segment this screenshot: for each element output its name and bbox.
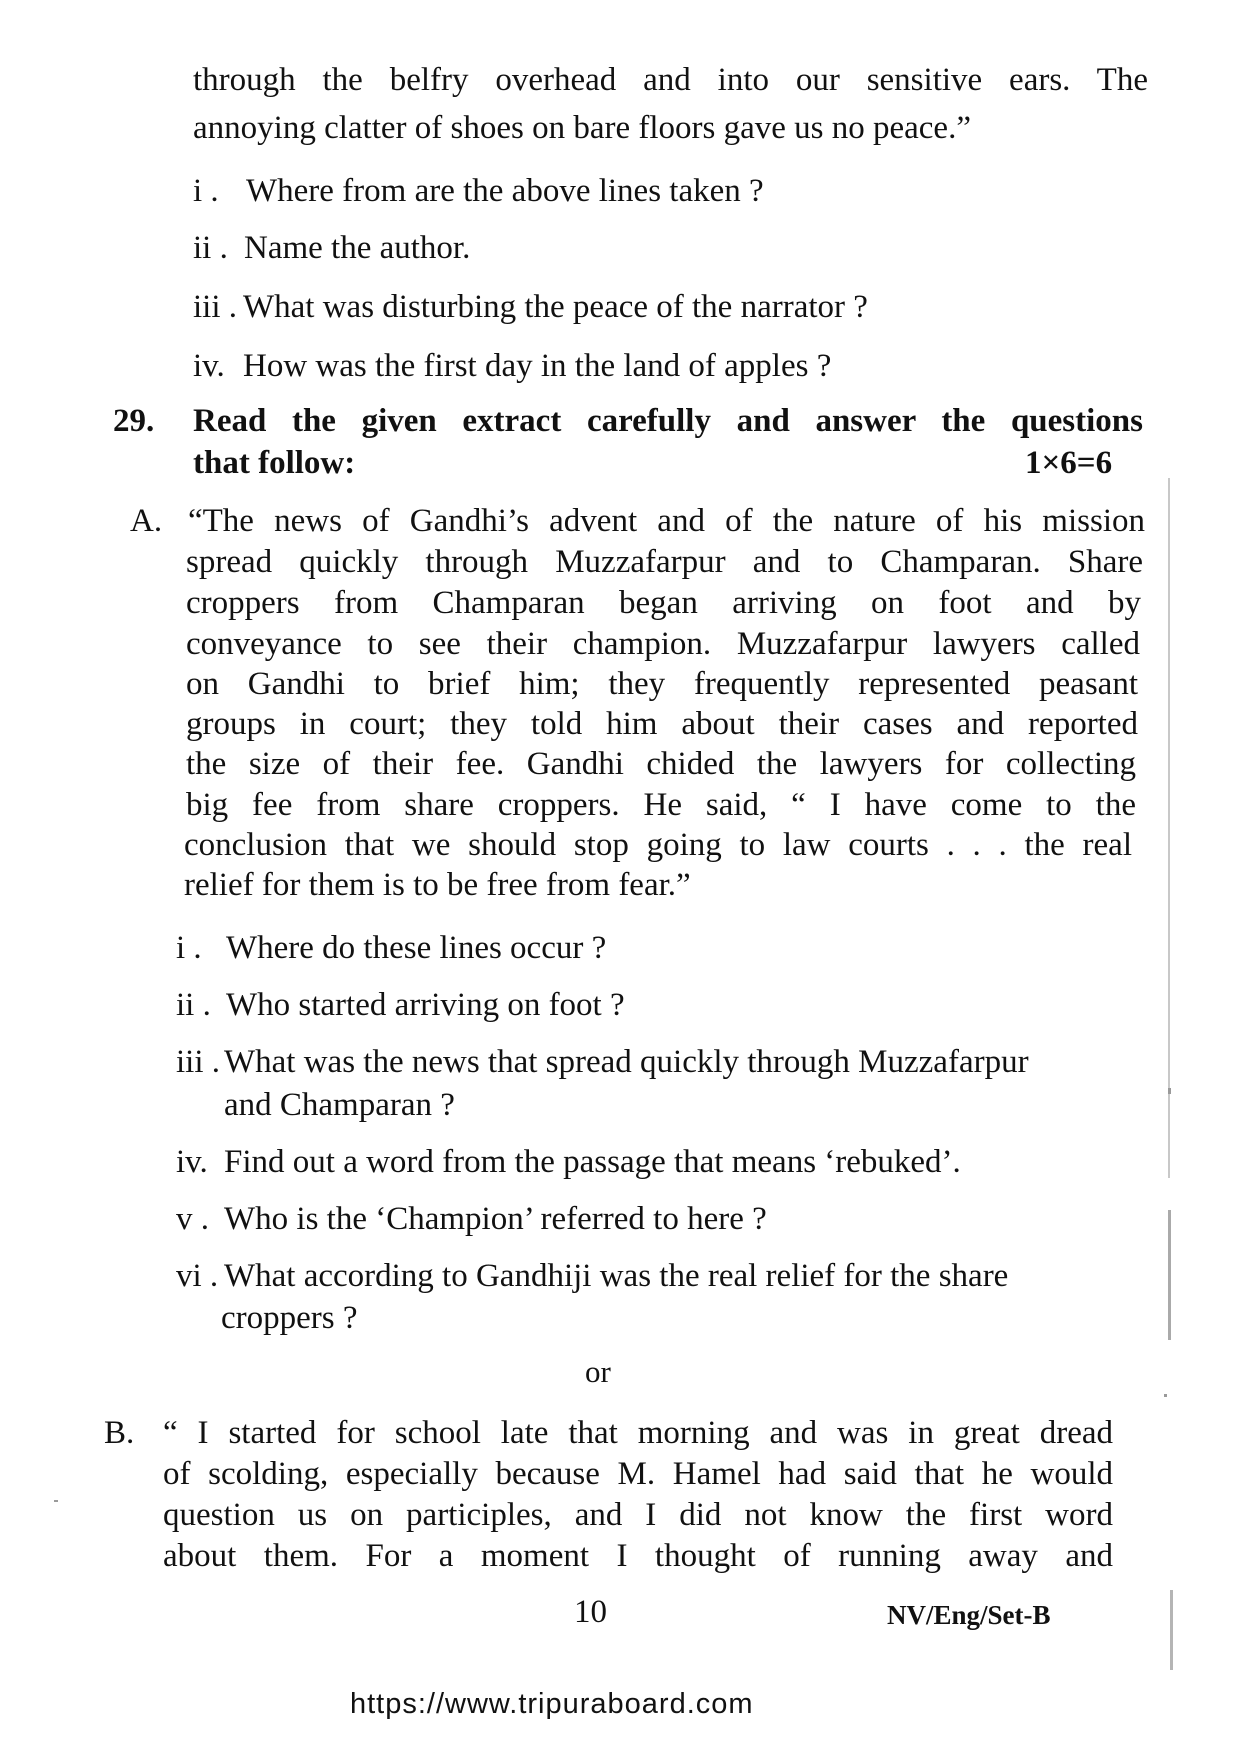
question-a-1-num: i . <box>176 930 202 966</box>
or-separator: or <box>585 1354 611 1389</box>
extract-a-line-2: spread quickly through Muzzafarpur and to Champaran. Share <box>186 544 1143 580</box>
top-extract-line-2: annoying clatter of shoes on bare floors gave us no peace.” <box>193 110 971 146</box>
extract-a-label: A. <box>130 503 163 539</box>
extract-a-line-8: big fee from share croppers. He said, “ I have come to the <box>186 787 1136 823</box>
question-instruction-line-2: that follow: <box>193 445 356 481</box>
question-a-4-text: Find out a word from the passage that means ‘rebuked’. <box>224 1144 961 1180</box>
website-url: https://www.tripuraboard.com <box>350 1688 754 1720</box>
set-code: NV/Eng/Set-B <box>887 1600 1051 1630</box>
top-question-4-num: iv. <box>193 348 225 384</box>
top-extract-line-1: through the belfry overhead and into our sensitive ears. The <box>193 62 1148 98</box>
extract-a-line-6: groups in court; they told him about their cases and reported <box>186 706 1138 742</box>
top-question-4-text: How was the first day in the land of apples ? <box>243 348 832 384</box>
extract-b-line-3: question us on participles, and I did not know the first word <box>163 1497 1113 1533</box>
question-a-6-num: vi . <box>176 1258 219 1294</box>
extract-a-line-5: on Gandhi to brief him; they frequently represented peasant <box>186 666 1138 702</box>
question-a-4-num: iv. <box>176 1144 208 1180</box>
top-question-2-text: Name the author. <box>244 230 471 266</box>
question-a-3-num: iii . <box>176 1044 221 1080</box>
extract-a-line-4: conveyance to see their champion. Muzzafarpur lawyers called <box>186 626 1140 662</box>
top-question-1-text: Where from are the above lines taken ? <box>246 173 764 209</box>
scan-edge-mark <box>1168 1210 1171 1340</box>
extract-a-line-9: conclusion that we should stop going to law courts . . . the real <box>184 827 1132 863</box>
question-a-6-text-line-1: What according to Gandhiji was the real relief for the share <box>224 1258 1009 1294</box>
scan-speck <box>1168 1088 1171 1094</box>
extract-a-line-10: relief for them is to be free from fear.” <box>184 867 691 903</box>
scan-speck <box>54 1500 58 1502</box>
question-a-2-num: ii . <box>176 987 211 1023</box>
question-number: 29. <box>113 403 155 439</box>
extract-b-line-2: of scolding, especially because M. Hamel had said that he would <box>163 1456 1113 1492</box>
extract-b-label: B. <box>104 1415 135 1451</box>
question-marks: 1×6=6 <box>1025 445 1113 481</box>
question-a-2-text: Who started arriving on foot ? <box>226 987 625 1023</box>
question-a-3-text-line-1: What was the news that spread quickly through Muzzafarpur <box>224 1044 1029 1080</box>
top-question-3-num: iii . <box>193 289 238 325</box>
top-question-1-num: i . <box>193 173 219 209</box>
page-number: 10 <box>574 1594 607 1630</box>
question-a-6-text-line-2: croppers ? <box>221 1300 358 1336</box>
extract-b-line-4: about them. For a moment I thought of running away and <box>163 1538 1113 1574</box>
scan-edge-line <box>1168 478 1170 1178</box>
extract-a-line-1: “The news of Gandhi’s advent and of the nature of his mission <box>188 503 1145 539</box>
scan-edge-mark-lower <box>1170 1590 1173 1670</box>
extract-a-line-7: the size of their fee. Gandhi chided the lawyers for collecting <box>186 746 1136 782</box>
extract-b-line-1: “ I started for school late that morning and was in great dread <box>163 1415 1113 1451</box>
question-instruction-line-1: Read the given extract carefully and answer the questions <box>193 403 1143 439</box>
scan-speck <box>1164 1394 1167 1397</box>
question-a-5-num: v . <box>176 1201 209 1237</box>
question-a-1-text: Where do these lines occur ? <box>226 930 607 966</box>
question-a-3-text-line-2: and Champaran ? <box>224 1087 455 1123</box>
top-question-2-num: ii . <box>193 230 228 266</box>
question-a-5-text: Who is the ‘Champion’ referred to here ? <box>224 1201 767 1237</box>
extract-a-line-3: croppers from Champaran began arriving on foot and by <box>186 585 1141 621</box>
top-question-3-text: What was disturbing the peace of the narrator ? <box>243 289 868 325</box>
